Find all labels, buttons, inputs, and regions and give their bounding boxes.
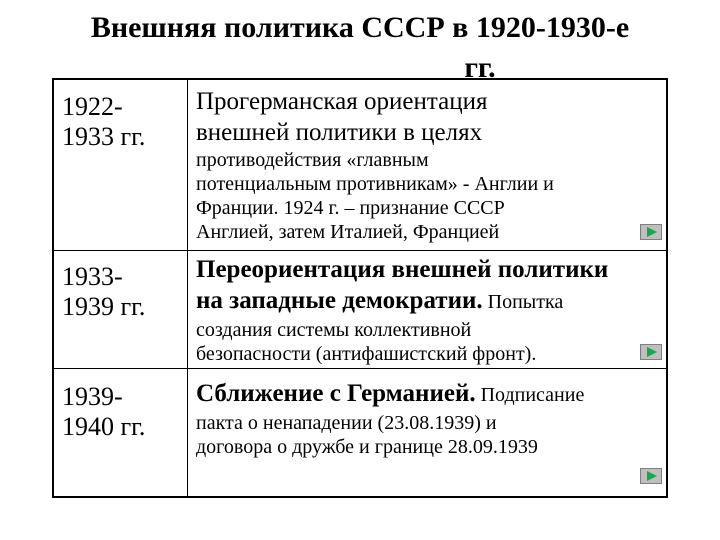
description-line: пакта о ненападении (23.08.1939) и — [196, 412, 497, 434]
column-divider — [187, 80, 188, 250]
period-start: 1939- — [62, 382, 123, 411]
description-line: Англией, затем Италией, Францией — [196, 221, 500, 243]
description-heading-tail: Подписание — [475, 384, 585, 406]
description-line: потенциальным противникам» - Англии и — [196, 173, 554, 195]
period-cell — [62, 262, 182, 322]
column-divider — [187, 368, 188, 498]
period-start: 1933- — [62, 262, 123, 291]
period-cell — [62, 92, 182, 152]
period-end: 1939 гг. — [62, 292, 146, 321]
description-cell — [196, 86, 666, 244]
period-end: 1940 гг. — [62, 412, 146, 441]
play-triangle-icon[interactable] — [640, 344, 662, 360]
description-line: создания системы коллективной — [196, 319, 472, 341]
table-row — [54, 368, 666, 498]
table-row — [54, 80, 666, 251]
period-start: 1922- — [62, 92, 123, 121]
title-line-1: Внешняя политика СССР в 1920-1930-е — [90, 11, 630, 44]
policy-table — [52, 78, 668, 498]
period-end: 1933 гг. — [62, 122, 146, 151]
description-heading-line: внешней политики в целях — [196, 119, 483, 146]
description-heading-line: Прогерманская ориентация — [196, 88, 488, 115]
description-heading-bold: на западные демократии. — [196, 287, 483, 314]
play-triangle-icon[interactable] — [640, 224, 662, 240]
description-cell — [196, 254, 666, 366]
column-divider — [187, 250, 188, 368]
description-line: Франции. 1924 г. – признание СССР — [196, 197, 505, 219]
description-line: договора о дружбе и границе 28.09.1939 — [196, 436, 538, 458]
description-line: безопасности (антифашистский фронт). — [196, 343, 537, 365]
description-heading-tail: Попытка — [482, 291, 564, 313]
description-line: противодействия «главным — [196, 149, 429, 171]
description-heading-bold: Сближение с Германией. — [196, 380, 476, 407]
description-cell — [196, 378, 666, 459]
title-line-2: гг. — [464, 51, 496, 84]
period-cell — [62, 382, 182, 442]
slide-title — [40, 8, 680, 88]
play-triangle-icon[interactable] — [640, 468, 662, 484]
table-row — [54, 250, 666, 369]
description-heading-line: Переориентация внешней политики — [196, 256, 609, 283]
